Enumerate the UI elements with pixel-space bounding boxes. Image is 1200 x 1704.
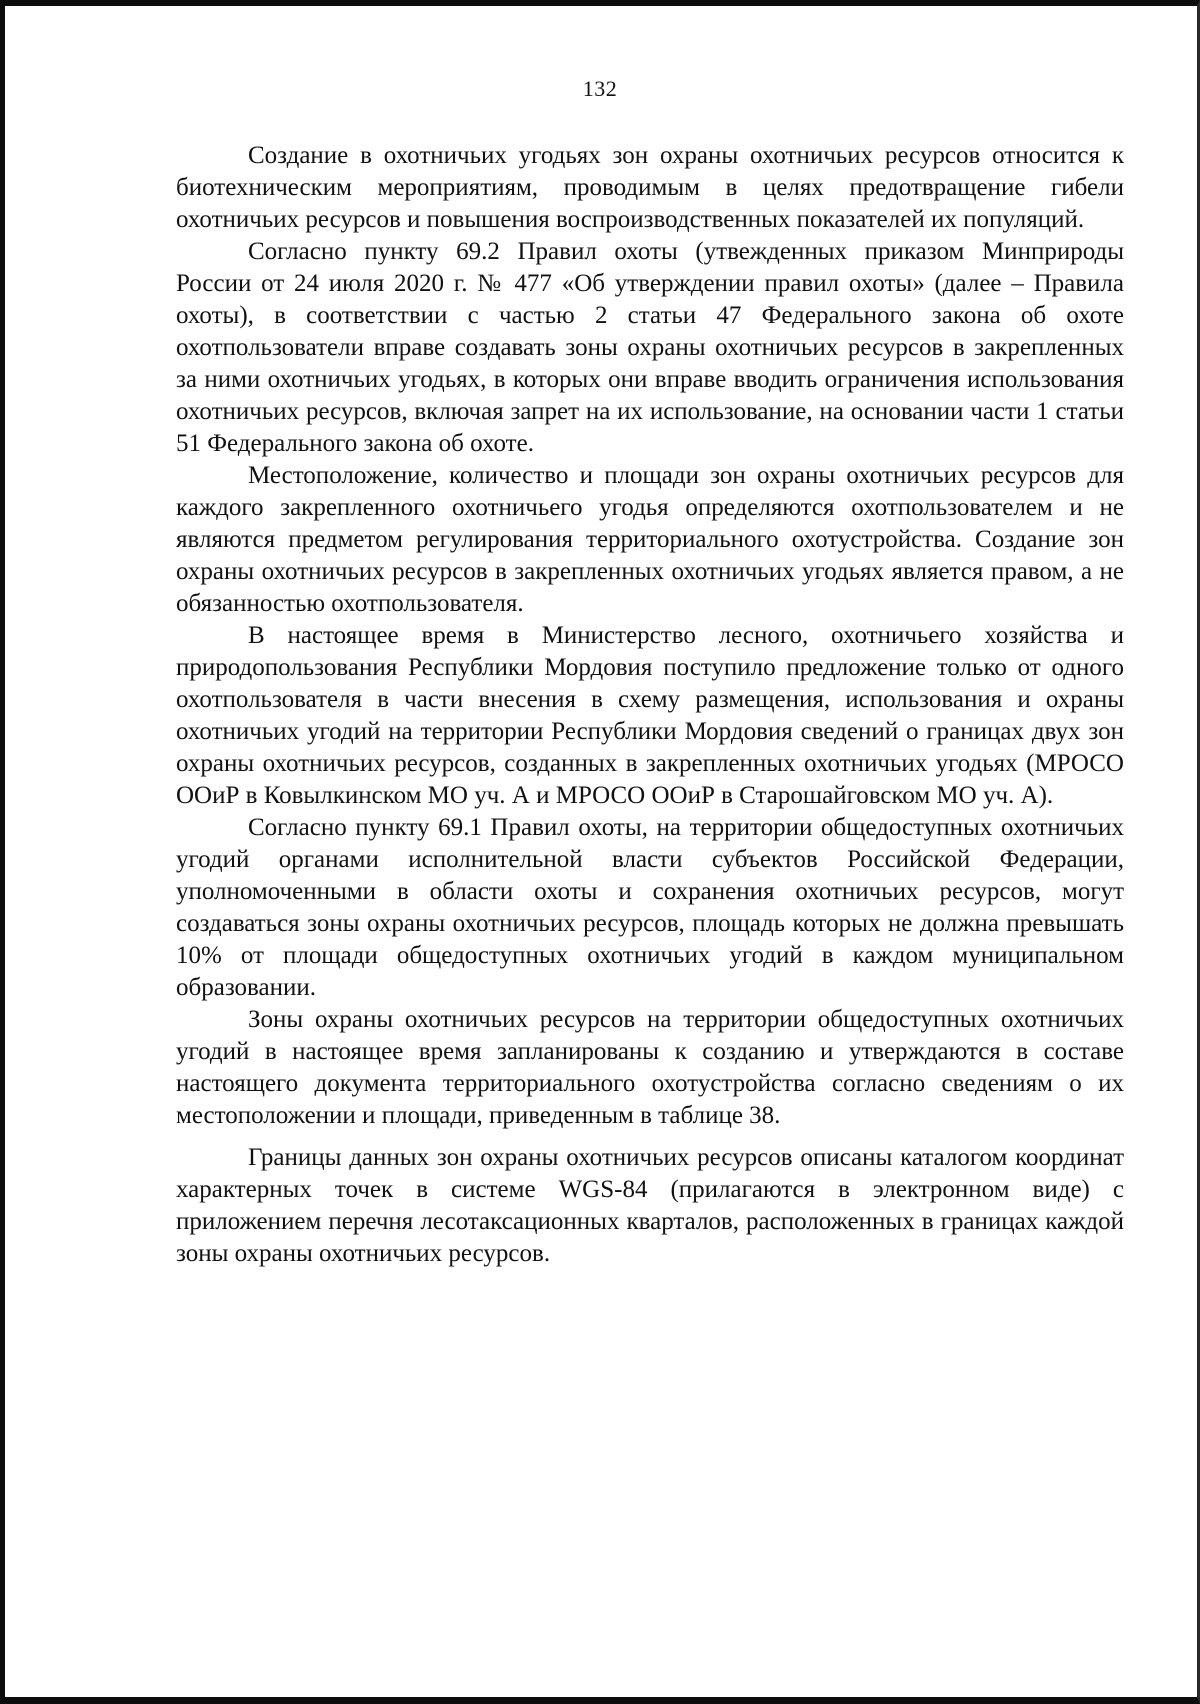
paragraph-2: Согласно пункту 69.2 Правил охоты (утвежденных приказом Минприроды России от 24 июля 2020 г. № 477 «Об утверждении правил охоты» (далее – Правила охоты), в соответствии с частью 2 статьи 47 Федерального закона об охоте охотпользователи вправе создавать зоны охраны охотничьих ресурсов в закрепленных за ними охотничьих угодьях, в которых они вправе вводить ограничения использования охотничьих ресурсов, включая запрет на их использование, на основании части 1 статьи 51 Федерального закона об охоте. xyxy=(176,238,1124,457)
paragraph-7: Границы данных зон охраны охотничьих ресурсов описаны каталогом координат характерных точек в системе WGS-84 (прилагаются в электронном виде) с приложением перечня лесотаксационных кварталов, расположенных в границах каждой зоны охраны охотничьих ресурсов. xyxy=(176,1144,1124,1267)
paragraph-6: Зоны охраны охотничьих ресурсов на территории общедоступных охотничьих угодий в настоящее время запланированы к созданию и утверждаются в составе настоящего документа территориального охотустройства согласно сведениям о их местоположении и площади, приведенным в таблице 38. xyxy=(176,1006,1124,1129)
paragraph-4: В настоящее время в Министерство лесного, охотничьего хозяйства и природопользования Республики Мордовия поступило предложение только от одного охотпользователя в части внесения в схему размещения, использования и охраны охотничьих угодий на территории Республики Мордовия сведений о границах двух зон охраны охотничьих ресурсов, созданных в закрепленных охотничьих угодьях (МРОСО ООиР в Ковылкинском МО уч. А и МРОСО ООиР в Старошайговском МО уч. А). xyxy=(176,622,1124,809)
page-number: 132 xyxy=(582,76,618,101)
paragraph-3: Местоположение, количество и площади зон охраны охотничьих ресурсов для каждого закрепленного охотничьего угодья определяются охотпользователем и не являются предметом регулирования территориального охотустройства. Создание зон охраны охотничьих ресурсов в закрепленных охотничьих угодьях является правом, а не обязанностью охотпользователя. xyxy=(176,462,1124,617)
paragraph-1: Создание в охотничьих угодьях зон охраны охотничьих ресурсов относится к биотехническим мероприятиям, проводимым в целях предотвращение гибели охотничьих ресурсов и повышения воспроизводственных показателей их популяций. xyxy=(176,142,1124,233)
paragraph-5: Согласно пункту 69.1 Правил охоты, на территории общедоступных охотничьих угодий органами исполнительной власти субъектов Российской Федерации, уполномоченными в области охоты и сохранения охотничьих ресурсов, могут создаваться зоны охраны охотничьих ресурсов, площадь которых не должна превышать 10% от площади общедоступных охотничьих угодий в каждом муниципальном образовании. xyxy=(176,814,1124,1001)
document-body xyxy=(176,140,1124,1270)
